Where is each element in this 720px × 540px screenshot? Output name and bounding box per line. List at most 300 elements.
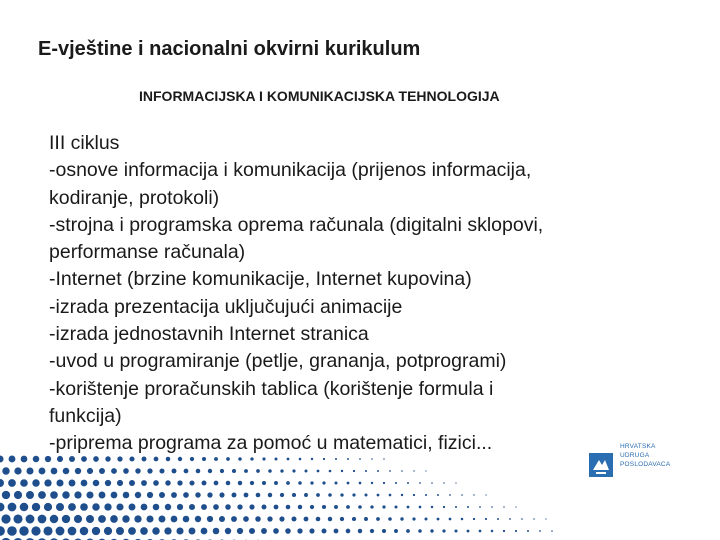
- halftone-dot: [467, 506, 469, 508]
- halftone-dot: [142, 457, 147, 462]
- halftone-dot: [479, 530, 482, 533]
- halftone-dot: [93, 456, 99, 462]
- content-line: performanse računala): [49, 241, 246, 264]
- logo-text: [620, 442, 670, 469]
- halftone-dot: [116, 527, 124, 535]
- halftone-dot: [454, 529, 457, 532]
- halftone-dot: [26, 467, 33, 474]
- halftone-dot: [329, 470, 332, 473]
- halftone-dot: [485, 518, 487, 520]
- halftone-dot: [8, 503, 17, 512]
- halftone-dot: [232, 493, 237, 498]
- halftone-dot: [8, 479, 16, 487]
- halftone-dot: [14, 491, 22, 499]
- halftone-dot: [140, 527, 148, 535]
- halftone-dot: [297, 528, 302, 533]
- halftone-dot: [268, 493, 272, 497]
- halftone-dot: [81, 480, 88, 487]
- halftone-dot: [2, 491, 10, 499]
- halftone-dot: [129, 504, 136, 511]
- halftone-dot: [147, 492, 153, 498]
- halftone-dot: [279, 516, 284, 521]
- halftone-dot: [0, 526, 5, 536]
- halftone-dot: [20, 503, 29, 512]
- halftone-dot: [214, 457, 218, 461]
- halftone-dot: [111, 492, 118, 499]
- halftone-dot: [382, 529, 386, 533]
- halftone-dot: [298, 505, 302, 509]
- halftone-dot: [413, 494, 415, 496]
- halftone-dot: [280, 469, 283, 472]
- halftone-dot: [172, 469, 177, 474]
- halftone-dot: [371, 482, 373, 484]
- halftone-dot: [407, 482, 409, 484]
- halftone-dot: [225, 504, 231, 510]
- halftone-dot: [159, 516, 166, 523]
- halftone-dot: [226, 481, 231, 486]
- halftone-dot: [177, 504, 183, 510]
- halftone-dot: [19, 526, 28, 535]
- halftone-dot: [377, 494, 380, 497]
- halftone-dot: [13, 514, 22, 523]
- halftone-dot: [80, 503, 88, 511]
- halftone-dot: [153, 504, 160, 511]
- halftone-dot: [128, 527, 136, 535]
- content-line: -izrada jednostavnih Internet stranica: [49, 323, 369, 346]
- halftone-dot: [340, 493, 343, 496]
- halftone-dot: [335, 482, 338, 485]
- content-heading: III ciklus: [49, 132, 120, 154]
- halftone-dot: [184, 469, 189, 474]
- halftone-dot: [74, 515, 82, 523]
- halftone-dot: [334, 505, 338, 509]
- halftone-dot: [249, 504, 254, 509]
- halftone-dot: [285, 528, 291, 534]
- halftone-dot: [358, 505, 362, 509]
- halftone-dot: [68, 503, 76, 511]
- slide-title: E-vještine i nacionalni okvirni kurikulum: [38, 38, 421, 60]
- halftone-dot: [359, 458, 361, 460]
- halftone-dot: [98, 515, 106, 523]
- halftone-dot: [189, 528, 196, 535]
- halftone-dot: [503, 506, 504, 507]
- halftone-dot: [99, 468, 105, 474]
- halftone-dot: [7, 526, 17, 536]
- halftone-dot: [69, 456, 75, 462]
- halftone-dot: [122, 515, 129, 522]
- halftone-dot: [56, 479, 63, 486]
- halftone-dot: [491, 530, 494, 533]
- halftone-dot: [164, 527, 171, 534]
- halftone-dot: [286, 505, 291, 510]
- halftone-dot: [189, 504, 195, 510]
- logo-line: POSLODAVACA: [620, 461, 671, 468]
- halftone-dot: [9, 456, 16, 463]
- halftone-dot: [0, 455, 4, 462]
- halftone-dot: [376, 517, 380, 521]
- content-line: -korištenje proračunskih tablica (korištenje formula i: [49, 377, 494, 400]
- halftone-dot: [346, 505, 350, 509]
- halftone-dot: [135, 492, 141, 498]
- content-line: kodiranje, protokoli): [49, 186, 220, 209]
- halftone-dot: [322, 529, 327, 534]
- halftone-dot: [406, 529, 410, 533]
- halftone-dot: [147, 468, 152, 473]
- halftone-dot: [491, 506, 493, 508]
- halftone-dot: [153, 480, 159, 486]
- halftone-dot: [255, 516, 261, 522]
- halftone-dot: [57, 456, 63, 462]
- halftone-dot: [274, 505, 279, 510]
- halftone-dot: [347, 482, 350, 485]
- halftone-dot: [497, 518, 499, 520]
- content-body: [49, 130, 689, 458]
- halftone-dot: [92, 503, 99, 510]
- halftone-dot: [123, 468, 129, 474]
- halftone-dot: [45, 456, 51, 462]
- halftone-dot: [261, 528, 267, 534]
- halftone-dot: [195, 516, 201, 522]
- logo-line: HRVATSKA: [620, 443, 656, 450]
- halftone-dot: [316, 493, 320, 497]
- halftone-dot: [135, 468, 140, 473]
- halftone-dot: [382, 505, 385, 508]
- halftone-dot: [401, 494, 403, 496]
- halftone-dot: [249, 528, 255, 534]
- halftone-dot: [310, 481, 313, 484]
- halftone-dot: [413, 470, 414, 471]
- halftone-dot: [551, 530, 553, 532]
- halftone-dot: [347, 458, 349, 460]
- halftone-dot: [159, 492, 165, 498]
- halftone-dot: [485, 494, 486, 495]
- halftone-dot: [69, 480, 76, 487]
- halftone-dot: [243, 516, 249, 522]
- halftone-dot: [154, 457, 159, 462]
- halftone-dot: [328, 517, 332, 521]
- halftone-dot: [503, 530, 505, 532]
- halftone-dot: [190, 457, 194, 461]
- halftone-dot: [123, 492, 130, 499]
- halftone-dot: [305, 470, 308, 473]
- halftone-dot: [425, 494, 427, 496]
- halftone-dot: [346, 529, 351, 534]
- halftone-dot: [431, 506, 433, 508]
- halftone-dot: [310, 505, 314, 509]
- halftone-dot: [316, 517, 321, 522]
- halftone-dot: [467, 530, 470, 533]
- halftone-dot: [268, 469, 272, 473]
- halftone-dot: [33, 456, 40, 463]
- halftone-dot: [383, 482, 385, 484]
- halftone-dot: [117, 480, 123, 486]
- halftone-dot: [202, 481, 207, 486]
- content-line: -osnove informacija i komunikacija (prijenos informacija,: [49, 159, 532, 182]
- halftone-dot: [129, 456, 134, 461]
- halftone-dot: [370, 529, 374, 533]
- halftone-dot: [437, 494, 439, 496]
- halftone-dot: [80, 527, 89, 536]
- halftone-dot: [201, 504, 207, 510]
- content-line: -priprema programa za pomoć u matematici, fizici...: [49, 432, 493, 455]
- halftone-dot: [129, 480, 135, 486]
- halftone-dot: [220, 469, 224, 473]
- content-line: funkcija): [49, 404, 122, 427]
- halftone-dot: [87, 468, 93, 474]
- halftone-dot: [105, 456, 110, 461]
- halftone-dot: [323, 458, 325, 460]
- halftone-dot: [141, 480, 147, 486]
- halftone-dot: [110, 515, 118, 523]
- halftone-dot: [56, 503, 64, 511]
- halftone-dot: [99, 492, 106, 499]
- halftone-dot: [51, 468, 58, 475]
- halftone-dot: [389, 494, 392, 497]
- halftone-dot: [443, 506, 445, 508]
- halftone-dot: [176, 527, 183, 534]
- halftone-dot: [104, 503, 111, 510]
- halftone-dot: [237, 528, 243, 534]
- halftone-dot: [364, 517, 368, 521]
- halftone-dot: [250, 457, 253, 460]
- halftone-dot: [388, 517, 392, 521]
- halftone-dot: [159, 468, 164, 473]
- halftone-dot: [419, 482, 421, 484]
- halftone-dot: [527, 530, 529, 532]
- halftone-dot: [473, 494, 474, 495]
- content-line: -strojna i programska oprema računala (digitalni sklopovi,: [49, 213, 544, 236]
- halftone-dot: [370, 505, 373, 508]
- halftone-dot: [1, 514, 10, 523]
- halftone-dot: [0, 503, 4, 512]
- halftone-dot: [92, 527, 100, 535]
- halftone-dot: [430, 529, 433, 532]
- halftone-dot: [237, 504, 242, 509]
- halftone-dot: [328, 493, 332, 497]
- halftone-dot: [377, 470, 379, 472]
- halftone-dot: [171, 516, 178, 523]
- halftone-dot: [165, 504, 171, 510]
- halftone-dot: [431, 482, 433, 484]
- halftone-dot: [171, 492, 177, 498]
- halftone-dot: [425, 470, 426, 471]
- halftone-dot: [515, 530, 517, 532]
- halftone-dot: [394, 529, 398, 533]
- halftone-dot: [238, 457, 242, 461]
- halftone-dot: [43, 526, 52, 535]
- halftone-dot: [365, 494, 368, 497]
- halftone-dot: [111, 468, 117, 474]
- halftone-dot: [165, 480, 170, 485]
- slide-subtitle: INFORMACIJSKA I KOMUNIKACIJSKA TEHNOLOGIJA: [139, 88, 500, 104]
- halftone-dot: [335, 458, 337, 460]
- halftone-dot: [341, 470, 343, 472]
- halftone-dot: [146, 515, 153, 522]
- halftone-dot: [317, 470, 320, 473]
- halftone-dot: [292, 469, 295, 472]
- halftone-dot: [32, 503, 40, 511]
- halftone-dot: [424, 517, 427, 520]
- halftone-dot: [178, 457, 182, 461]
- halftone-dot: [63, 468, 70, 475]
- halftone-dot: [232, 469, 236, 473]
- halftone-dot: [359, 482, 362, 485]
- halftone-dot: [207, 516, 213, 522]
- halftone-dot: [322, 505, 326, 509]
- halftone-dot: [50, 515, 59, 524]
- halftone-dot: [86, 515, 94, 523]
- logo-line: UDRUGA: [620, 452, 650, 459]
- company-logo: [588, 438, 688, 488]
- halftone-dot: [461, 518, 464, 521]
- halftone-dot: [304, 493, 308, 497]
- halftone-dot: [14, 467, 21, 474]
- halftone-dot: [533, 518, 534, 519]
- halftone-dot: [286, 481, 290, 485]
- halftone-dot: [509, 518, 511, 520]
- halftone-dot: [62, 491, 69, 498]
- halftone-dot: [189, 480, 194, 485]
- halftone-dot: [32, 479, 39, 486]
- halftone-dot: [309, 528, 314, 533]
- halftone-dot: [473, 518, 475, 520]
- content-line: -izrada prezentacija uključujući animacije: [49, 295, 403, 318]
- halftone-dot: [304, 517, 309, 522]
- halftone-dot: [353, 470, 355, 472]
- halftone-dot: [238, 481, 242, 485]
- halftone-dot: [461, 494, 463, 496]
- halftone-dot: [20, 479, 28, 487]
- halftone-dot: [539, 530, 541, 532]
- halftone-dot: [183, 492, 189, 498]
- halftone-dot: [442, 529, 445, 532]
- halftone-dot: [213, 528, 220, 535]
- halftone-dot: [401, 470, 403, 472]
- halftone-dot: [273, 528, 279, 534]
- halftone-dot: [104, 527, 112, 535]
- halftone-dot: [177, 480, 182, 485]
- halftone-dot: [21, 456, 28, 463]
- halftone-dot: [207, 492, 212, 497]
- halftone-dot: [166, 457, 171, 462]
- halftone-dot: [38, 491, 46, 499]
- halftone-dot: [292, 517, 297, 522]
- halftone-dot: [208, 469, 212, 473]
- halftone-dot: [0, 479, 4, 487]
- halftone-dot: [449, 518, 452, 521]
- halftone-dot: [400, 517, 403, 520]
- halftone-dot: [2, 467, 9, 474]
- halftone-dot: [389, 470, 391, 472]
- halftone-dot: [418, 529, 422, 533]
- halftone-dot: [407, 506, 410, 509]
- halftone-dot: [39, 468, 46, 475]
- halftone-dot: [275, 458, 278, 461]
- halftone-dot: [262, 457, 265, 460]
- halftone-dot: [62, 515, 70, 523]
- halftone-dot: [256, 469, 260, 473]
- content-line: -uvod u programiranje (petlje, grananja, potprogrami): [49, 350, 507, 373]
- halftone-dot: [201, 528, 208, 535]
- halftone-dot: [352, 517, 356, 521]
- halftone-dot: [455, 482, 456, 483]
- halftone-dot: [226, 457, 230, 461]
- halftone-dot: [105, 480, 111, 486]
- halftone-dot: [75, 468, 81, 474]
- halftone-dot: [515, 506, 516, 507]
- halftone-dot: [262, 481, 266, 485]
- halftone-dot: [419, 506, 422, 509]
- halftone-dot: [395, 482, 397, 484]
- halftone-dot: [213, 504, 219, 510]
- halftone-dot: [219, 492, 224, 497]
- halftone-dot: [358, 529, 362, 533]
- halftone-dot: [56, 527, 65, 536]
- halftone-dot: [340, 517, 344, 521]
- halftone-dot: [196, 469, 201, 474]
- halftone-dot: [280, 493, 284, 497]
- halftone-dot: [38, 515, 47, 524]
- halftone-dot: [287, 458, 290, 461]
- halftone-dot: [521, 518, 523, 520]
- halftone-dot: [68, 527, 77, 536]
- halftone-dot: [262, 505, 267, 510]
- content-line: -Internet (brzine komunikacije, Internet kupovina): [49, 268, 472, 291]
- halftone-dot: [311, 458, 313, 460]
- halftone-dot: [267, 516, 272, 521]
- halftone-dot: [44, 479, 51, 486]
- halftone-dot: [443, 482, 444, 483]
- halftone-dot: [256, 493, 261, 498]
- halftone-dot: [274, 481, 278, 485]
- halftone-dot: [352, 493, 355, 496]
- halftone-dot: [455, 506, 457, 508]
- halftone-dot: [214, 481, 219, 486]
- halftone-dot: [117, 456, 122, 461]
- halftone-dot: [479, 506, 481, 508]
- halftone-dot: [86, 491, 93, 498]
- halftone-dot: [322, 481, 325, 484]
- halftone-dot: [195, 492, 200, 497]
- halftone-dot: [183, 516, 190, 523]
- halftone-dot: [202, 457, 206, 461]
- halftone-dot: [31, 526, 40, 535]
- halftone-dot: [299, 458, 302, 461]
- halftone-dot: [365, 470, 367, 472]
- halftone-dot: [244, 469, 248, 473]
- halftone-dot: [225, 528, 231, 534]
- halftone-dot: [292, 493, 296, 497]
- halftone-dot: [334, 529, 339, 534]
- halftone-dot: [26, 491, 34, 499]
- halftone-dot: [93, 480, 100, 487]
- logo-mark-icon: [588, 452, 614, 478]
- halftone-dot: [44, 503, 52, 511]
- halftone-dot: [219, 516, 225, 522]
- halftone-dot: [74, 491, 81, 498]
- halftone-dot: [81, 456, 87, 462]
- halftone-dot: [116, 503, 123, 510]
- halftone-dot: [298, 481, 302, 485]
- halftone-dot: [152, 527, 159, 534]
- halftone-dot: [437, 518, 440, 521]
- halftone-dot: [394, 505, 397, 508]
- halftone-dots-decoration: [0, 455, 560, 540]
- halftone-dot: [449, 494, 451, 496]
- halftone-dot: [50, 491, 58, 499]
- halftone-dot: [244, 493, 249, 498]
- halftone-dot: [231, 516, 237, 522]
